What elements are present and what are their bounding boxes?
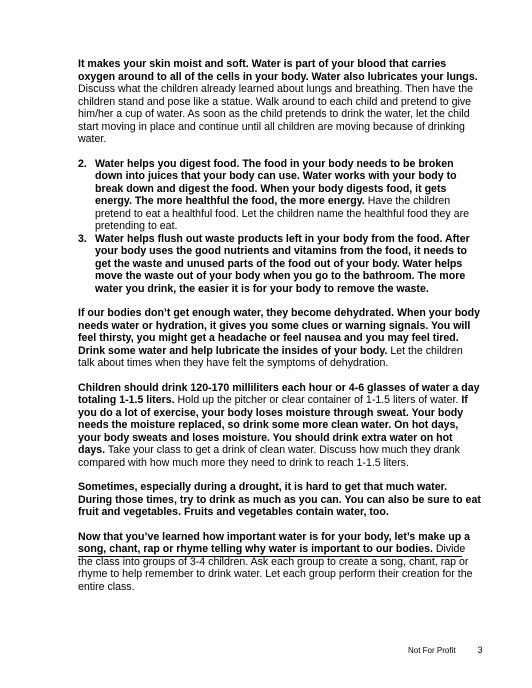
song-paragraph — [78, 531, 482, 594]
list-item — [78, 233, 482, 296]
drought-paragraph — [78, 481, 482, 519]
document-body — [78, 58, 482, 605]
amount-bold-1: Children should drink 120-170 milliliters each hour or 4-6 glasses of water a day totaling 1-1.5 liters. — [78, 381, 480, 406]
page-footer — [408, 645, 483, 655]
drought-bold: Sometimes, especially during a drought, it is hard to get that much water. During those times, try to drink as much as you can. You can also be sure to eat fruit and vegetables. Fruits and vegetables contain water, too. — [78, 481, 481, 518]
horizontal-rule — [78, 556, 462, 557]
dehydration-paragraph — [78, 307, 482, 370]
list-item-bold: Water helps you digest food. The food in your body needs to be broken down into juices that your body can use. Water works with your body to break down and digest the food. When your body digests food, it gets energy. The more healthful the food, the more energy. — [95, 157, 457, 207]
intro-paragraph — [78, 58, 482, 146]
numbered-list — [78, 158, 482, 296]
intro-text: Discuss what the children already learned about lungs and breathing. Then have the children stand and pose like a statue. Walk around to each child and pretend to give him/her a cup of water. As soon as the child pretends to drink the water, let the child start moving in place and continue until all children are moving because of drinking water. — [78, 83, 473, 145]
amount-text-2: Take your class to get a drink of clean water. Discuss how much they drank compared with how much more they need to drink to reach 1-1.5 liters. — [78, 444, 460, 469]
amount-text-1: Hold up the pitcher or clear container of 1-1.5 liters of water. — [174, 394, 462, 406]
amount-bold-2: If you do a lot of exercise, your body loses moisture through sweat. Your body needs the moisture replaced, so drink some more clean water. On hot days, your body sweats and loses moisture. You should drink extra water on hot days. — [78, 394, 468, 456]
dehydration-bold: If our bodies don’t get enough water, they become dehydrated. When your body needs water or hydration, it gives you some clues or warning signals. You will feel thirsty, you might get a headache or feel nausea and you may feel tired. Drink some water and help lubricate the insides of your body. — [78, 307, 481, 357]
list-item-text: Have the children pretend to eat a healthful food. Let the children name the healthful food they are pretending to eat. — [95, 195, 469, 232]
footer-text: Not For Profit — [408, 646, 456, 655]
list-number: 3. — [78, 232, 87, 245]
list-number: 2. — [78, 157, 87, 170]
song-bold: Now that you’ve learned how important water is for your body, let’s make up a song, chant, rap or rhyme telling why water is important to our bodies. — [78, 530, 471, 555]
list-item-bold: Water helps flush out waste products left in your body from the food. After your body uses the good nutrients and vitamins from the food, it needs to get the waste and unused parts of the food out of your body. Water helps move the waste out of your body when you go to the bathroom. The more water you drink, the easier it is for your body to remove the waste. — [95, 232, 470, 295]
dehydration-text: Let the children talk about times when they have felt the symptoms of dehydration. — [78, 344, 463, 369]
amount-paragraph — [78, 382, 482, 470]
song-text: Divide the class into groups of 3-4 children. Ask each group to create a song, chant, rap or rhyme to help remember to drink water. Let each group perform their creation for the entire class. — [78, 543, 473, 593]
intro-bold: It makes your skin moist and soft. Water is part of your blood that carries oxygen around to all of the cells in your body. Water also lubricates your lungs. — [78, 58, 478, 83]
page-number: 3 — [477, 645, 483, 655]
list-item — [78, 158, 482, 233]
